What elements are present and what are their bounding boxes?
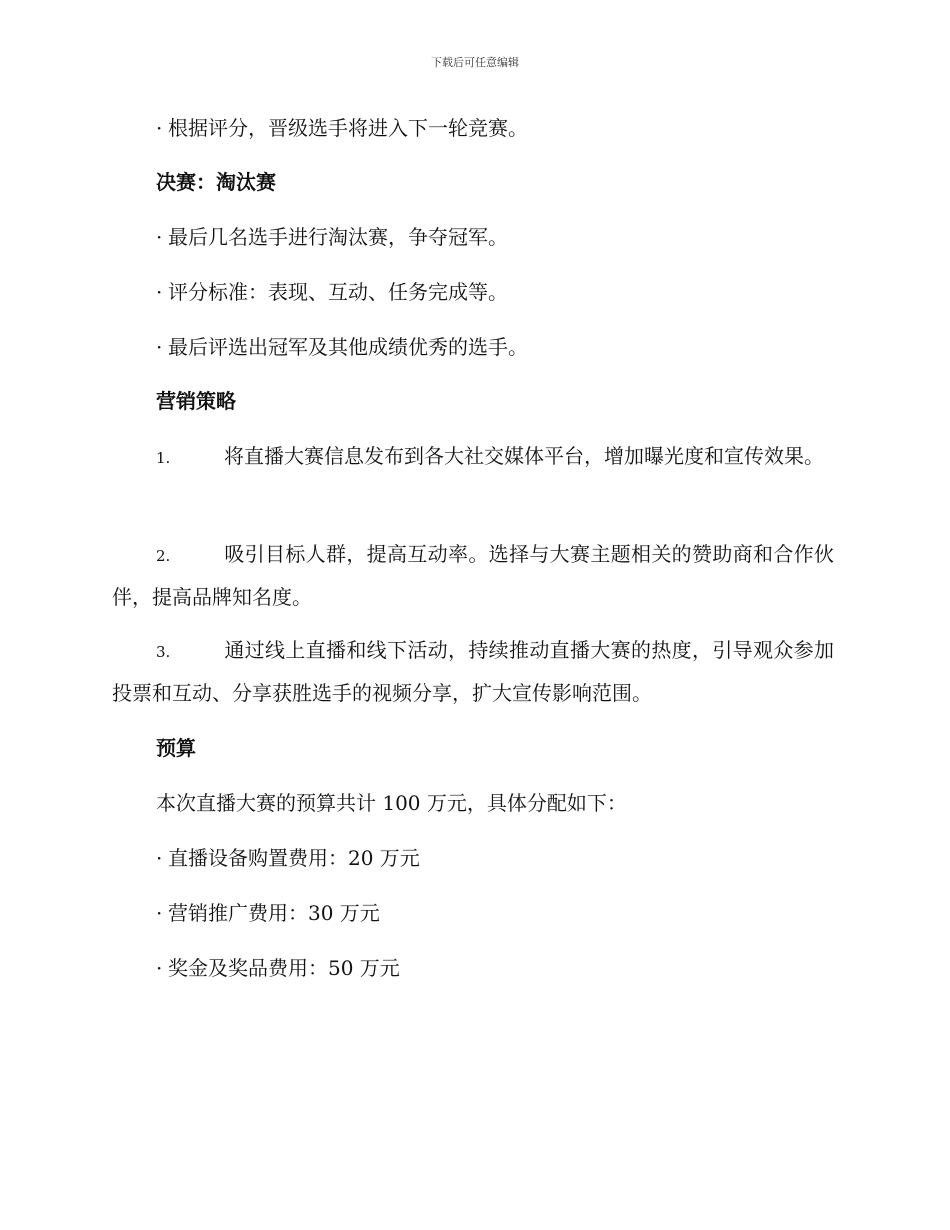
item-number: 1. xyxy=(156,449,171,467)
bullet-icon: · xyxy=(156,225,163,249)
section-heading-budget: 预算 xyxy=(156,736,196,760)
bullet-item: · 奖金及奖品费用：50 万元 xyxy=(112,950,400,986)
item-number: 3. xyxy=(156,643,171,661)
item-number: 2. xyxy=(156,547,171,565)
bullet-icon: · xyxy=(156,901,163,925)
bullet-item: · 营销推广费用：30 万元 xyxy=(112,895,380,931)
bullet-item: · 直播设备购置费用：20 万元 xyxy=(112,840,420,876)
bullet-icon: · xyxy=(156,280,163,304)
bullet-icon: · xyxy=(156,335,163,359)
bullet-icon: · xyxy=(156,956,163,980)
numbered-item: 3. 通过线上直播和线下活动，持续推动直播大赛的热度，引导观众参加投票和互动、分享获胜选手的视频分享，扩大宣传影响范围。 xyxy=(112,630,834,714)
bullet-item: · 最后评选出冠军及其他成绩优秀的选手。 xyxy=(112,329,528,365)
page-header: 下载后可任意编辑 xyxy=(431,56,519,69)
bullet-item: · 最后几名选手进行淘汰赛，争夺冠军。 xyxy=(112,219,508,255)
section-heading-marketing: 营销策略 xyxy=(156,389,236,413)
budget-intro: 本次直播大赛的预算共计 100 万元，具体分配如下： xyxy=(156,791,627,815)
bullet-icon: · xyxy=(156,116,163,140)
section-heading-final: 决赛：淘汰赛 xyxy=(156,170,276,194)
numbered-item: 2. 吸引目标人群，提高互动率。选择与大赛主题相关的赞助商和合作伙伴，提高品牌知名度。 xyxy=(112,534,834,618)
bullet-icon: · xyxy=(156,846,163,870)
bullet-item: · 评分标准：表现、互动、任务完成等。 xyxy=(112,274,508,310)
numbered-item: 1. 将直播大赛信息发布到各大社交媒体平台，增加曝光度和宣传效果。 xyxy=(112,436,834,479)
bullet-item: · 根据评分，晋级选手将进入下一轮竞赛。 xyxy=(112,110,528,146)
